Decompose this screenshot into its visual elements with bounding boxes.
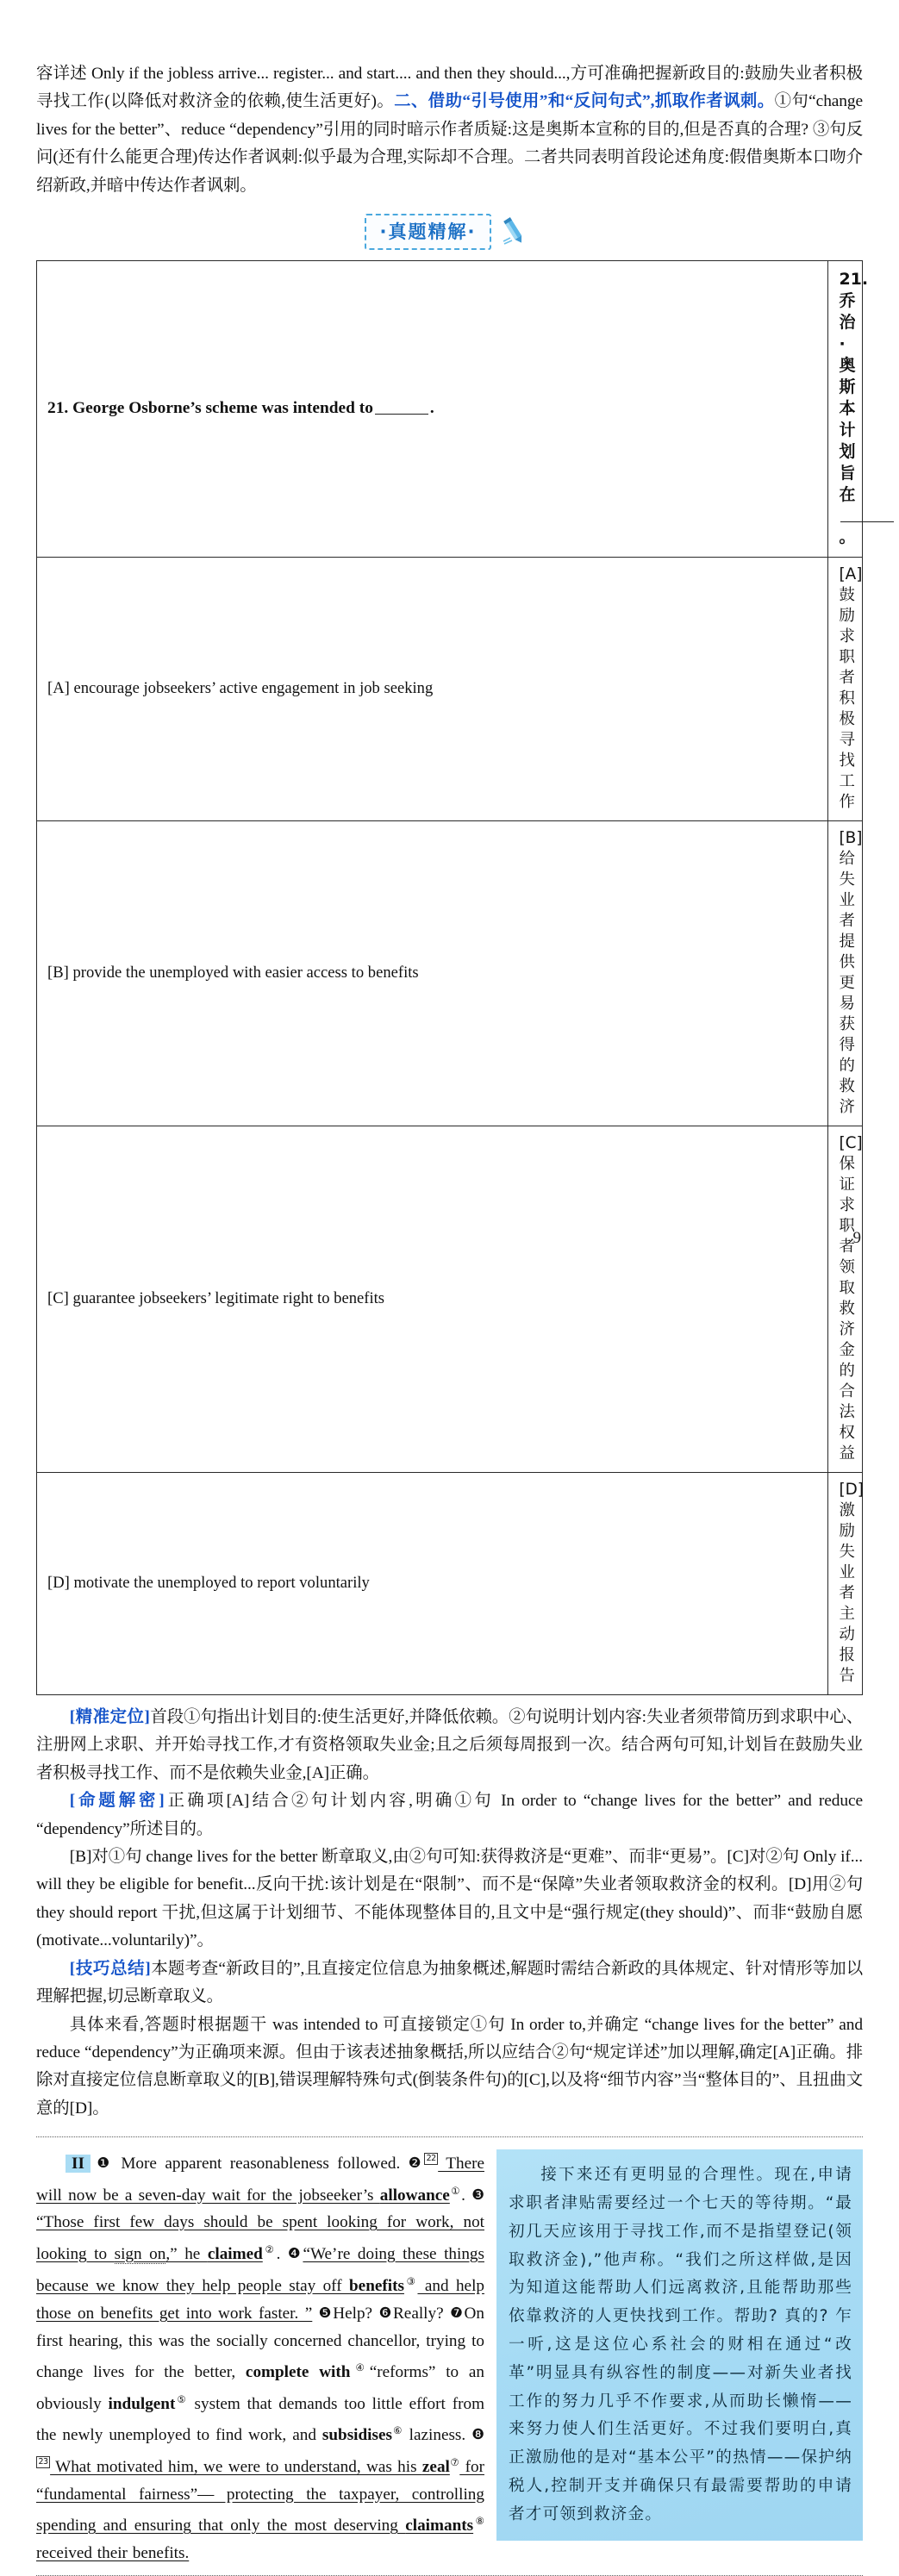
question-options-table: [36, 260, 869, 1695]
passage-token-text: “reforms” to an obviously: [36, 2363, 484, 2413]
passage-chinese-translation: [496, 2149, 863, 2541]
passage-token-text: laziness.: [403, 2426, 472, 2445]
passage-token-snum: ❻: [378, 2305, 393, 2322]
section-badge-row: [36, 214, 863, 250]
passage-token-snum: ❷: [408, 2155, 425, 2172]
table-row: [37, 1473, 863, 1695]
answer-blank-cn: [840, 521, 894, 522]
option-a-cn: 鼓励求职者积极寻找工作: [839, 586, 855, 812]
analysis-skill: [36, 1955, 863, 2012]
passage-token-ubold: claimed: [207, 2244, 263, 2263]
option-d-tag: [D]: [47, 1574, 70, 1593]
passage-token-snum: ❸: [471, 2186, 484, 2203]
analysis-distractors: [B]对①句 change lives for the better 断章取义,由②句可知:获得救济是“更难”、而非“更易”。[C]对②句 Only if... will they be eligible for benefit...反向干扰:该计划是在“限制”、而不是“保障”失业者领取救济金的权利。[D]用②句 they should report 干扰,但这属于计划细节、不能体现整体目的,且文中是“强行规定(they should)”、而非“鼓励自愿(motivate...voluntarily)”。: [36, 1848, 863, 1950]
question-stem-en-suffix: .: [429, 399, 434, 418]
option-b-cn: 给失业者提供更易获得的救济: [839, 850, 855, 1117]
option-c-cn: 保证求职者领取救济金的合法权益: [839, 1155, 855, 1463]
analysis-decode: [36, 1787, 863, 1843]
passage-token-fn: ③: [403, 2274, 418, 2287]
analysis-skill-text: 本题考查“新政目的”,且直接定位信息为抽象概述,解题时需结合新政的具体规定、针对情形等加以理解把握,切忌断章取义。: [36, 1959, 863, 2006]
analysis-decode-label: [命题解密]: [69, 1792, 165, 1811]
passage-token-text: Really?: [393, 2305, 451, 2323]
passage-token-box: 23: [36, 2456, 50, 2468]
passage-token-text: Help?: [333, 2305, 379, 2323]
table-header-row: [37, 261, 863, 558]
passage-token-bold: subsidises: [322, 2426, 392, 2445]
option-c-cn-cell: [828, 1126, 863, 1473]
passage-token-text: [312, 2305, 318, 2323]
passage-token-u: “Those first few days should be spent looking for work, not looking to: [36, 2213, 484, 2263]
passage-token-snum: ❼: [450, 2305, 465, 2322]
analysis-decode-text: 正确项[A]结合②句计划内容,明确①句 In order to “change lives for the better” and reduce “dependency”所述目的。: [36, 1792, 863, 1838]
passage-token-u: for “fundamental fairness”— protecting the taxpayer, controlling spending and ensuring that only the most deserving: [36, 2458, 484, 2535]
option-d-cn-cell: [828, 1473, 863, 1695]
passage-token-fn: ①: [449, 2184, 462, 2197]
option-d-en-cell: [37, 1473, 828, 1695]
analysis-section: [36, 1704, 863, 2123]
section-badge: ·真题精解·: [365, 214, 492, 250]
top-paragraph-line2: 的:鼓励失业者积极寻找工作(以降低对救济金的依赖,使生活更好)。: [36, 65, 863, 111]
option-c-tag-cn: [C]: [839, 1134, 863, 1153]
passage-token-ubold: allowance: [379, 2186, 450, 2205]
passage-token-u: “We’re doing these things because we know they help people stay off: [36, 2244, 484, 2295]
passage-token-u: What motivated him, we were to understand, was his: [50, 2458, 422, 2477]
option-d-cn: 激励失业者主动报告: [839, 1501, 855, 1686]
question-stem-cn-suffix: 。: [839, 527, 856, 547]
option-c-en-cell: [37, 1126, 828, 1473]
passage-token-snum: ❶: [93, 2155, 113, 2172]
option-a-cn-cell: [828, 558, 863, 821]
analysis-skill-label: [技巧总结]: [69, 1959, 152, 1978]
option-c-tag: [C]: [47, 1289, 69, 1308]
option-a-tag-cn: [A]: [839, 565, 863, 584]
option-a-en: encourage jobseekers’ active engagement in job seeking: [73, 679, 434, 698]
analysis-locate: [36, 1704, 863, 1787]
question-stem-cn: 21. 乔治·奥斯本计划旨在: [839, 270, 869, 505]
passage-token-snum: ❽: [471, 2426, 484, 2443]
top-paragraph-rest: ①句“change lives for the better”、reduce “dependency”引用的同时暗示作者质疑:这是奥斯本宣称的目的,但是否真的合理? ③句反问(还有什么能更合理)传达作者讽刺:似乎最为合理,实际却不合理。二者共同表明首段论述角度:假借奥斯本口吻介绍新政,并暗中传达作者讽刺。: [36, 92, 863, 195]
answer-blank-en: [375, 414, 428, 415]
passage-token-u: There will now be a seven-day wait for the jobseeker’s: [36, 2155, 484, 2205]
passage-token-snum: ❺: [318, 2305, 334, 2322]
page-number: 9: [852, 1229, 861, 1247]
passage-token-fn: ④: [350, 2361, 370, 2374]
pen-icon: [500, 215, 534, 249]
option-b-cn-cell: [828, 821, 863, 1126]
passage-token-ubold: benefits: [349, 2276, 404, 2295]
passage-token-text: .: [276, 2244, 288, 2263]
bilingual-passage-section: [36, 2136, 863, 2576]
table-row: [37, 821, 863, 1126]
option-a-en-cell: [37, 558, 828, 821]
section-marker: II: [66, 2155, 91, 2173]
option-d-tag-cn: [D]: [839, 1481, 864, 1500]
passage-token-bold: indulgent: [108, 2394, 176, 2413]
question-stem-en-cell: [37, 261, 828, 558]
analysis-detail: 具体来看,答题时根据题干 was intended to 可直接锁定①句 In order to,并确定 “change lives for the better” and reduce “dependency”为正确项来源。但由于该表述抽象概括,所以应结合②句“规定详述”加以理解,确定[A]正确。排除对直接定位信息断章取义的[B],错误理解特殊句式(倒装条件句)的[C],以及将“细节内容”当“整体目的”、且扭曲文意的[D]。: [36, 2015, 863, 2118]
passage-token-text: On first hearing, this was the socially concerned chancellor, trying to change lives for the better,: [36, 2305, 484, 2382]
passage-token-text: More apparent reasonableness followed.: [112, 2155, 409, 2174]
option-d-en: motivate the unemployed to report voluntarily: [73, 1574, 370, 1593]
passage-token-text: .: [461, 2186, 472, 2205]
option-a-tag: [A]: [47, 679, 70, 698]
passage-token-uw: sign on: [114, 2244, 166, 2263]
passage-token-box: 22: [424, 2153, 438, 2165]
passage-english: [36, 2149, 484, 2567]
table-row: [37, 558, 863, 821]
passage-token-fn: ⑦: [449, 2456, 460, 2469]
passage-token-snum: ❹: [287, 2244, 303, 2261]
analysis-locate-text: 首段①句指出计划目的:使生活更好,并降低依赖。②句说明计划内容:失业者须带简历到求职中心、注册网上求职、并开始寻找工作,才有资格领取失业金;且之后须每周报到一次。结合两句可知,计划旨在鼓励失业者积极寻找工作、而不是依赖失业金,[A]正确。: [36, 1708, 864, 1782]
passage-token-text: system that demands too little effort from the newly unemployed to find work, and: [36, 2394, 484, 2445]
top-analysis-paragraph: [36, 60, 863, 200]
analysis-locate-label: [精准定位]: [69, 1708, 151, 1727]
question-stem-en: 21. George Osborne’s scheme was intended to: [47, 399, 373, 418]
passage-token-u: and help those on benefits get into work faster. ”: [36, 2276, 484, 2323]
passage-token-u: ,” he: [165, 2244, 208, 2263]
option-b-en-cell: [37, 821, 828, 1126]
question-stem-cn-cell: [828, 261, 869, 558]
option-b-en: provide the unemployed with easier access to benefits: [72, 964, 419, 982]
top-paragraph-line1: 容详述 Only if the jobless arrive... register... and start.... and then they should...,方可准确把握新政目: [36, 65, 723, 83]
passage-token-fn: ②: [262, 2242, 277, 2255]
table-row: [37, 1126, 863, 1473]
passage-chinese-text: 接下来还有更明显的合理性。现在,申请求职者津贴需要经过一个七天的等待期。“最初几天应该用于寻找工作,而不是指望登记(领取救济金),”他声称。“我们之所这样做,是因为知道这能帮助人们远离救济,且能帮助那些依靠救济的人更快找到工作。帮助? 真的? 乍一听,这是这位心系社会的财相在通过“改革”明显具有纵容性的制度——对新失业者找工作的努力几乎不作要求,从而助长懒惰——来努力使人们生活更好。不过我们要明白,真正激励他的是对“基本公平”的热情——保护纳税人,控制开支并确保只有最需要帮助的申请者才可领到救济金。: [509, 2166, 852, 2523]
top-paragraph-highlight: 二、借助“引号使用”和“反问句式”,抓取作者讽刺。: [394, 92, 775, 111]
passage-token-ubold: zeal: [421, 2458, 450, 2477]
passage-token-fn: ⑥: [391, 2424, 403, 2437]
option-b-tag-cn: [B]: [839, 829, 863, 848]
option-c-en: guarantee jobseekers’ legitimate right to benefits: [72, 1289, 385, 1308]
passage-token-fn: ⑧: [473, 2515, 484, 2528]
option-b-tag: [B]: [47, 964, 69, 982]
passage-token-u: received their benefits.: [36, 2543, 190, 2562]
passage-token-ubold: claimants: [405, 2517, 474, 2535]
passage-token-fn: ⑤: [175, 2392, 188, 2405]
passage-token-bold: complete with: [245, 2363, 351, 2382]
passage-english-body: [36, 2155, 484, 2562]
